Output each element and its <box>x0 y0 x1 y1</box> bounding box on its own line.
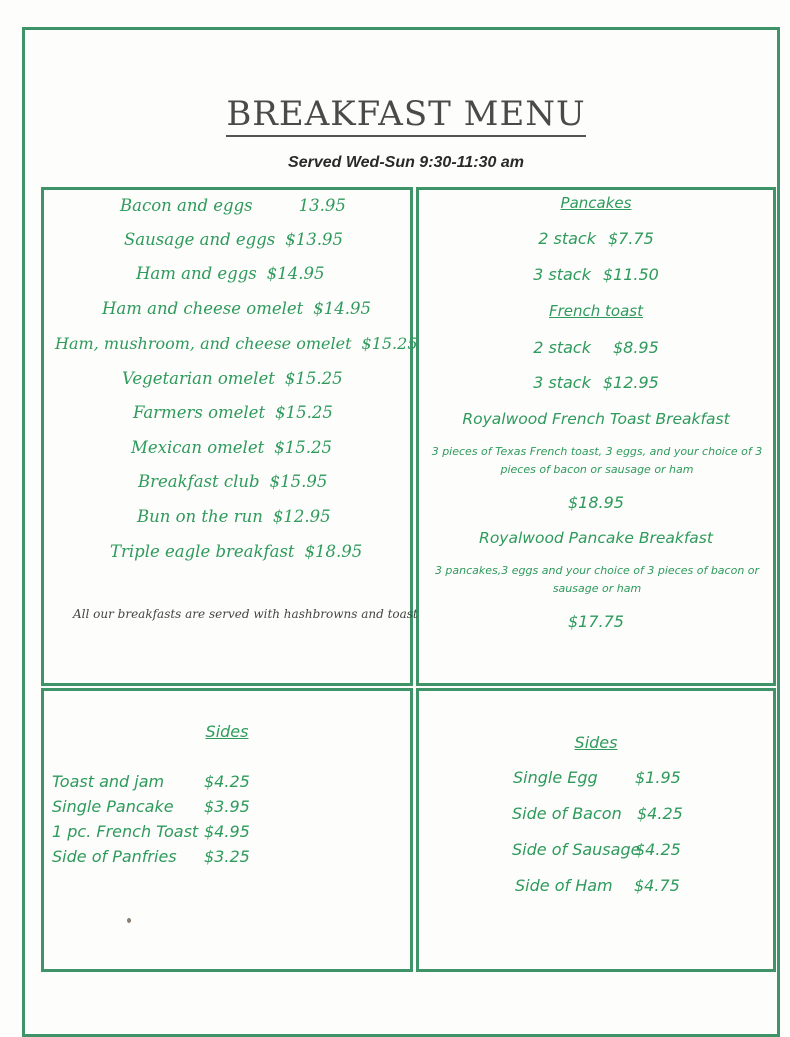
side-price: $3.25 <box>204 847 250 866</box>
menu-item: Ham, mushroom, and cheese omelet $15.25 <box>55 334 418 353</box>
menu-item: Bun on the run $12.95 <box>137 507 331 526</box>
side-item: Side of Panfries <box>52 847 177 866</box>
royal-french-toast-price: $18.95 <box>568 493 624 512</box>
side-price: $3.95 <box>204 797 250 816</box>
side-price: $1.95 <box>635 768 681 787</box>
side-item: Single Pancake <box>52 797 174 816</box>
menu-item: Ham and eggs $14.95 <box>136 264 325 283</box>
menu-item: Mexican omelet $15.25 <box>131 438 332 457</box>
menu-title: BREAKFAST MENU <box>0 94 790 134</box>
side-item: Side of Bacon <box>512 804 622 823</box>
side-price: $4.25 <box>635 840 681 859</box>
royal-french-toast-desc: 3 pieces of Texas French toast, 3 eggs, and your choice of 3 pieces of bacon or sausage or ham <box>431 445 763 476</box>
side-item: Side of Sausage <box>512 840 641 859</box>
menu-item: 2 stack $8.95 <box>533 338 659 357</box>
menu-item: 3 stack $12.95 <box>533 373 659 392</box>
royal-french-toast-title: Royalwood French Toast Breakfast <box>462 410 730 428</box>
menu-item: Bacon and eggs 13.95 <box>120 196 346 215</box>
menu-item: 3 stack $11.50 <box>533 265 659 284</box>
pancakes-heading: Pancakes <box>560 194 632 212</box>
menu-item: Breakfast club $15.95 <box>138 472 328 491</box>
paper-speck <box>127 918 131 923</box>
menu-item: Ham and cheese omelet $14.95 <box>102 299 372 318</box>
breakfast-note: All our breakfasts are served with hashbrowns and toast <box>73 607 418 621</box>
sides-left-heading: Sides <box>205 722 249 741</box>
royal-pancake-price: $17.75 <box>568 612 624 631</box>
sides-right-box <box>416 688 776 972</box>
royal-pancake-desc: 3 pancakes,3 eggs and your choice of 3 pieces of bacon or sausage or ham <box>434 564 760 595</box>
side-item: Single Egg <box>513 768 598 787</box>
menu-item: 2 stack $7.75 <box>538 229 654 248</box>
side-price: $4.75 <box>634 876 680 895</box>
sides-right-heading: Sides <box>574 733 618 752</box>
menu-item: Triple eagle breakfast $18.95 <box>110 542 363 561</box>
menu-item: Vegetarian omelet $15.25 <box>122 369 343 388</box>
side-item: Side of Ham <box>515 876 613 895</box>
side-price: $4.25 <box>204 772 250 791</box>
menu-item: Sausage and eggs $13.95 <box>124 230 344 249</box>
side-price: $4.95 <box>204 822 250 841</box>
french-toast-heading: French toast <box>549 302 643 320</box>
served-hours: Served Wed-Sun 9:30-11:30 am <box>288 154 524 171</box>
side-price: $4.25 <box>637 804 683 823</box>
menu-item: Farmers omelet $15.25 <box>133 403 333 422</box>
side-item: Toast and jam <box>52 772 165 791</box>
side-item: 1 pc. French Toast <box>52 822 199 841</box>
royal-pancake-title: Royalwood Pancake Breakfast <box>479 529 713 547</box>
